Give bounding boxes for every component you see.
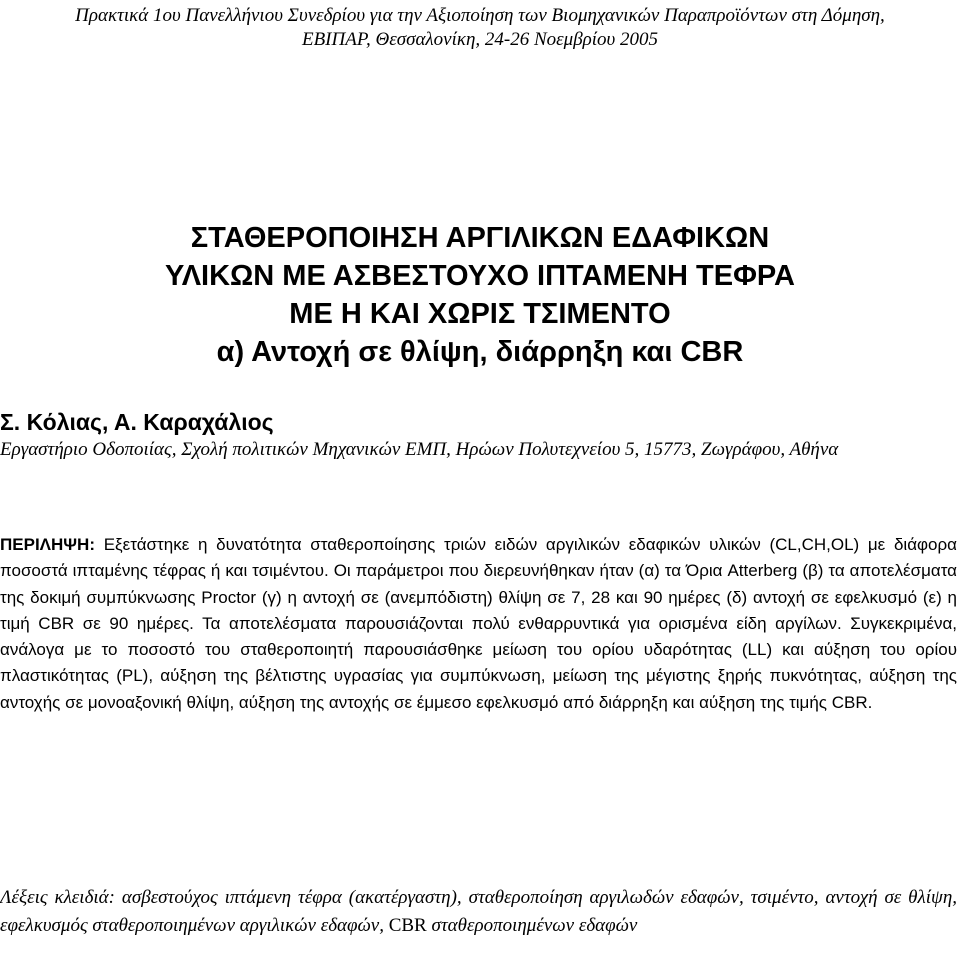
keywords-part-2: CBR [388,915,427,936]
keywords-part-1: ασβεστούχος ιπτάμενη τέφρα (ακατέργαστη), σταθεροποίηση αργιλωδών εδαφών, τσιμέντο, αντοχή σε θλίψη, εφελκυσμός σταθεροποιημένων αργιλικών εδαφών, [0,887,958,936]
keywords-part-3: σταθεροποιημένων εδαφών [431,915,638,936]
proceedings-line-2: ΕΒΙΠΑΡ, Θεσσαλονίκη, 24-26 Νοεμβρίου 2005 [301,29,659,50]
proceedings-line-1: Πρακτικά 1ου Πανελλήνιου Συνεδρίου για την Αξιοποίηση των Βιομηχανικών Παραπροϊόντων στη Δόμηση, [75,5,885,26]
title-line-2: ΥΛΙΚΩΝ ΜΕ ΑΣΒΕΣΤΟΥΧΟ ΙΠΤΑΜΕΝΗ ΤΕΦΡΑ [165,260,795,292]
authors: Σ. Κόλιας, Α. Καραχάλιος [0,409,274,435]
title-line-3: ΜΕ Η ΚΑΙ ΧΩΡΙΣ ΤΣΙΜΕΝΤΟ [289,298,671,330]
affiliation: Εργαστήριο Οδοποιίας, Σχολή πολιτικών Μηχανικών ΕΜΠ, Ηρώων Πολυτεχνείου 5, 15773, Ζωγράφου, Αθήνα [0,439,839,460]
title-line-4: α) Αντοχή σε θλίψη, διάρρηξη και CBR [216,336,744,368]
abstract-label: ΠΕΡΙΛΗΨΗ: [0,535,95,554]
keywords-label: Λέξεις κλειδιά: [0,887,115,908]
abstract-text: Εξετάστηκε η δυνατότητα σταθεροποίησης τριών ειδών αργιλικών εδαφικών υλικών (CL,CH,OL) με διάφορα ποσοστά ιπταμένης τέφρας ή και τσιμέντου. Οι παράμετροι που διερευνήθηκαν ήταν (α) τα Όρια Atterberg (β) τα αποτελέσματα της δοκιμή συμπύκνωσης Proctor (γ) η αντοχή σε (ανεμπόδιστη) θλίψη σε 7, 28 και 90 ημέρες (δ) αντοχή σε εφελκυσμό (ε) η τιμή CBR σε 90 ημέρες. Τα αποτελέσματα παρουσιάζονται πολύ ενθαρρυντικά για ορισμένα είδη αργίλων. Συγκεκριμένα, ανάλογα με το ποσοστό του σταθεροποιητή παρουσιάσθηκε μείωση του ορίου υδαρότητας (LL) και αύξηση του ορίου πλαστικότητας (PL), αύξηση της βέλτιστης υγρασίας για συμπύκνωση, μείωση της μέγιστης ξηρής πυκνότητας, αύξηση της αντοχής σε μονοαξονική θλίψη, αύξηση της αντοχής σε έμμεσο εφελκυσμό από διάρρηξη και αύξηση της τιμής CBR. [0,535,957,712]
proceedings-header [40,4,920,52]
keywords [0,884,957,940]
paper-title [40,219,920,371]
title-line-1: ΣΤΑΘΕΡΟΠΟΙΗΣΗ ΑΡΓΙΛΙΚΩΝ ΕΔΑΦΙΚΩΝ [190,222,770,254]
abstract [0,532,957,716]
